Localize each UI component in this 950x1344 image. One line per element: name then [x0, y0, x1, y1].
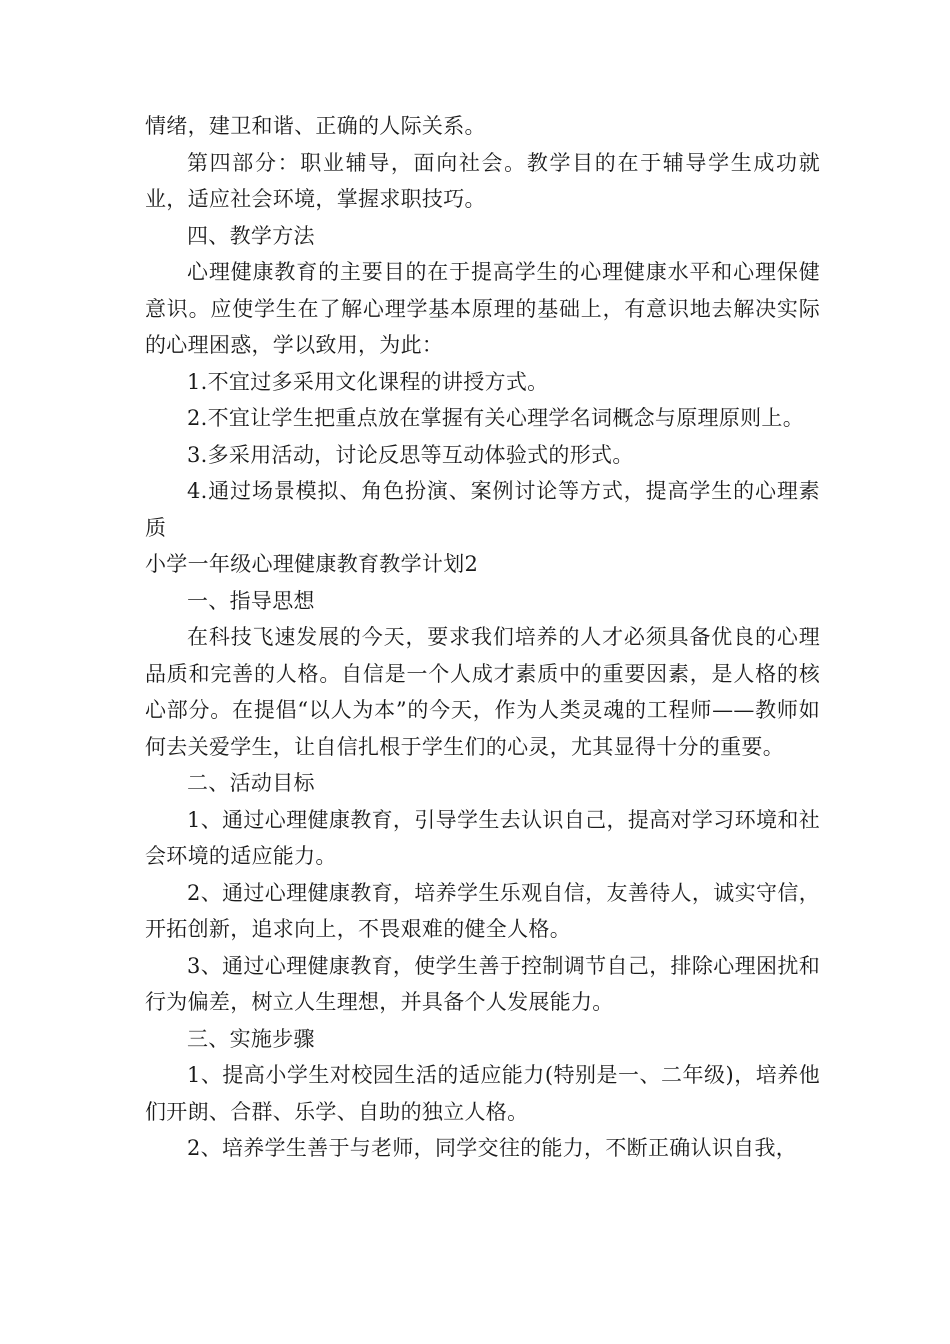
- paragraph: 在科技飞速发展的今天，要求我们培养的人才必须具备优良的心理品质和完善的人格。自信是一个人成才素质中的重要因素，是人格的核心部分。在提倡“以人为本”的今天，作为人类灵魂的工程师——教师如何去关爱学生，让自信扎根于学生们的心灵，尤其显得十分的重要。: [145, 625, 820, 759]
- list-item: 1、通过心理健康教育，引导学生去认识自己，提高对学习环境和社会环境的适应能力。: [145, 807, 820, 868]
- list-item: 2、培养学生善于与老师，同学交往的能力，不断正确认识自我，: [187, 1136, 798, 1160]
- section-heading: 二、活动目标: [187, 771, 315, 795]
- section-heading: 一、指导思想: [187, 588, 315, 613]
- list-item: 3、通过心理健康教育，使学生善于控制调节自己，排除心理困扰和行为偏差，树立人生理想，并具备个人发展能力。: [145, 953, 820, 1014]
- section-heading: 四、教学方法: [187, 223, 315, 248]
- list-item: 2.不宜让学生把重点放在掌握有关心理学名词概念与原理原则上。: [187, 406, 805, 430]
- list-item: 3.多采用活动，讨论反思等互动体验式的形式。: [187, 442, 634, 467]
- paragraph: 心理健康教育的主要目的在于提高学生的心理健康水平和心理保健意识。应使学生在了解心理学基本原理的基础上，有意识地去解决实际的心理困惑，学以致用，为此：: [145, 260, 820, 357]
- paragraph: 情绪，建卫和谐、正确的人际关系。: [145, 114, 486, 138]
- list-item: 4.通过场景模拟、角色扮演、案例讨论等方式，提高学生的心理素质: [145, 479, 820, 540]
- paragraph: 第四部分：职业辅导，面向社会。教学目的在于辅导学生成功就业，适应社会环境，掌握求职技巧。: [145, 150, 820, 211]
- list-item: 2、通过心理健康教育，培养学生乐观自信，友善待人，诚实守信，开拓创新，追求向上，不畏艰难的健全人格。: [145, 880, 820, 941]
- list-item: 1、提高小学生对校园生活的适应能力(特别是一、二年级)，培养他们开朗、合群、乐学、自助的独立人格。: [145, 1063, 820, 1124]
- list-item: 1.不宜过多采用文化课程的讲授方式。: [187, 369, 549, 394]
- section-heading: 三、实施步骤: [187, 1026, 315, 1051]
- document-body: [145, 108, 820, 1167]
- document-title: 小学一年级心理健康教育教学计划2: [145, 552, 479, 576]
